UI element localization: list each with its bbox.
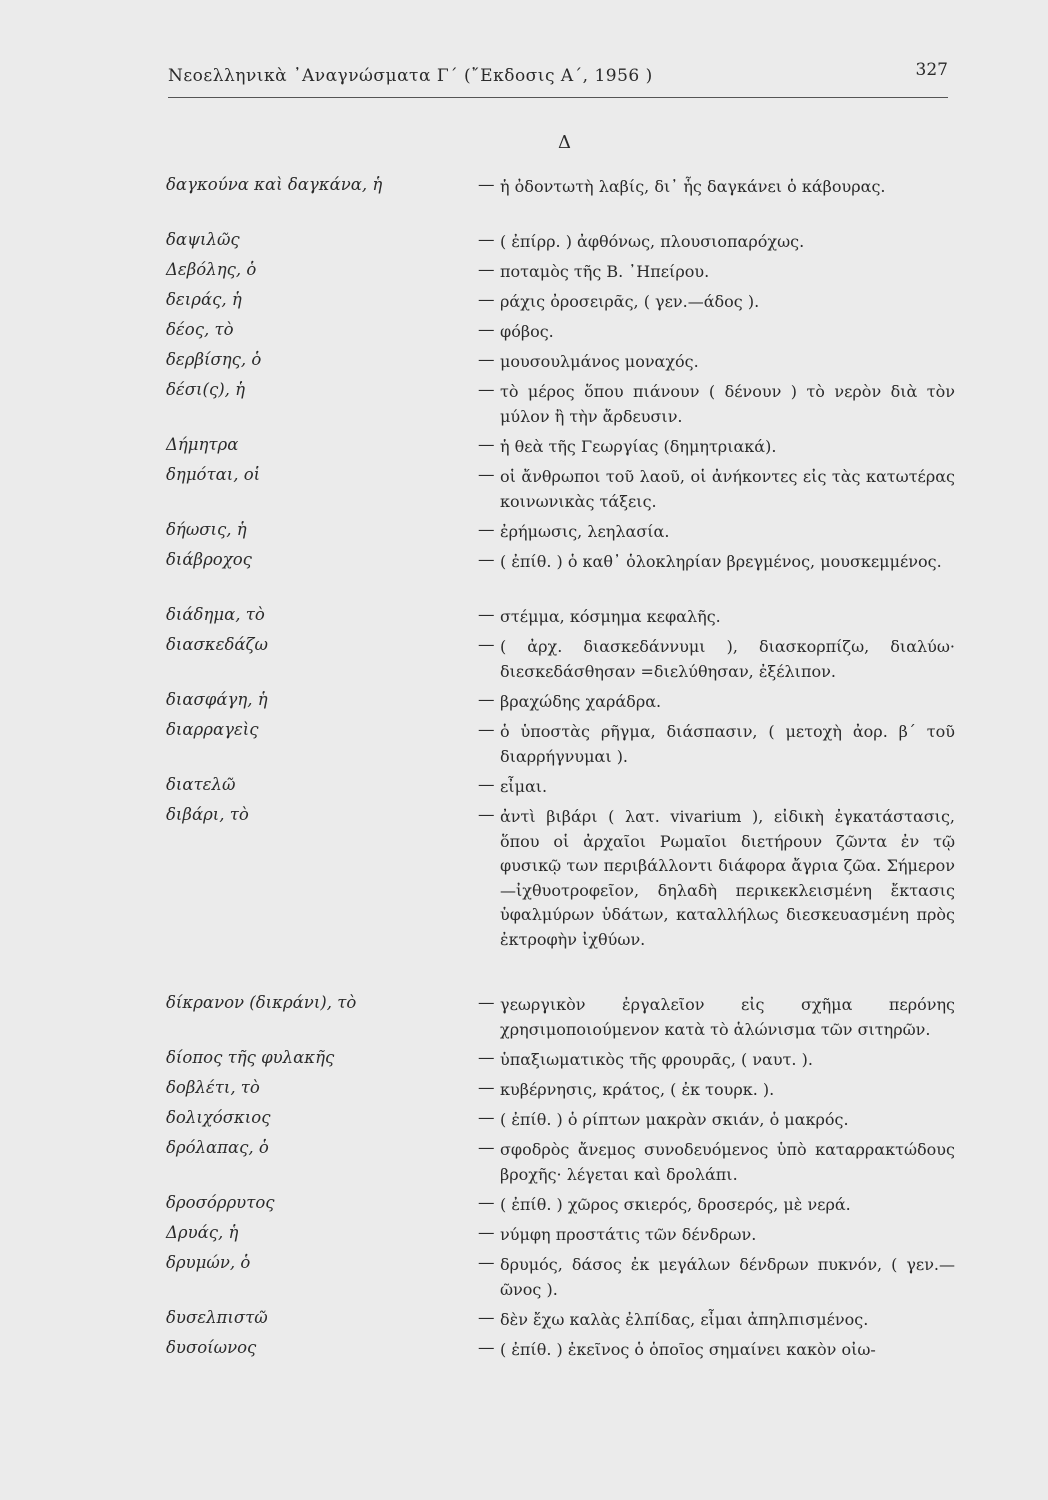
- entry-dash: —: [478, 260, 495, 279]
- glossary-entry: [166, 320, 966, 350]
- entry-dash: —: [478, 605, 495, 624]
- entry-dash: —: [478, 1048, 495, 1067]
- glossary-entry: [166, 520, 966, 550]
- glossary-entry: [166, 1108, 966, 1138]
- entry-definition: ράχις ὀροσειρᾶς, ( γεν.—άδος ).: [500, 292, 760, 311]
- entry-term: δαγκούνα καὶ δαγκάνα, ἡ: [166, 175, 383, 194]
- entry-dash: —: [478, 230, 495, 249]
- entry-definition: ( ἐπίθ. ) ὁ καθ᾿ ὁλοκληρίαν βρεγμένος, μουσκεμμένος.: [500, 552, 942, 571]
- entry-dash: —: [478, 290, 495, 309]
- glossary-entry: [166, 1048, 966, 1078]
- entry-dash: —: [478, 520, 495, 539]
- entry-term: δυσοίωνος: [166, 1338, 257, 1357]
- entry-dash: —: [478, 1338, 495, 1357]
- glossary-entry: [166, 290, 966, 320]
- entry-term: δίκρανον (δικράνι), τὸ: [166, 993, 357, 1012]
- entry-definition: φόβος.: [500, 322, 554, 341]
- entry-dash: —: [478, 1223, 495, 1242]
- entry-term: δειράς, ἡ: [166, 290, 242, 309]
- entry-term: δυσελπιστῶ: [166, 1308, 268, 1327]
- entry-term: Δεβόλης, ὁ: [166, 260, 257, 279]
- entry-definition: κυβέρνησις, κράτος, ( ἐκ τουρκ. ).: [500, 1080, 775, 1099]
- entry-dash: —: [478, 435, 495, 454]
- glossary-entry: [166, 1223, 966, 1253]
- entry-term: δήωσις, ἡ: [166, 520, 247, 539]
- glossary-entry: [166, 260, 966, 290]
- entry-dash: —: [478, 550, 495, 569]
- entry-definition: μουσουλμάνος μοναχός.: [500, 352, 699, 371]
- entry-definition: στέμμα, κόσμημα κεφαλῆς.: [500, 607, 721, 626]
- entry-definition: εἶμαι.: [500, 777, 548, 796]
- entry-definition: ( ἐπίθ. ) χῶρος σκιερός, δροσερός, μὲ νερά.: [500, 1195, 851, 1214]
- entry-definition: ( ἐπίρρ. ) ἀφθόνως, πλουσιοπαρόχως.: [500, 232, 805, 251]
- entry-term: Δρυάς, ἡ: [166, 1223, 239, 1242]
- entry-dash: —: [478, 175, 495, 194]
- entry-term: δέος, τὸ: [166, 320, 234, 339]
- page-number: 327: [915, 60, 948, 80]
- entry-term: δολιχόσκιος: [166, 1108, 271, 1127]
- glossary-entry: [166, 1308, 966, 1338]
- glossary-entry: [166, 805, 966, 993]
- entry-dash: —: [478, 720, 495, 739]
- entry-term: δροσόρρυτος: [166, 1193, 275, 1212]
- entry-term: διασκεδάζω: [166, 635, 268, 654]
- entry-definition: νύμφη προστάτις τῶν δένδρων.: [500, 1225, 757, 1244]
- entry-definition: ἐρήμωσις, λεηλασία.: [500, 522, 670, 541]
- entry-definition: ( ἐπίθ. ) ἐκεῖνος ὁ ὁποῖος σημαίνει κακὸν οἰω-: [500, 1340, 876, 1359]
- entry-dash: —: [478, 690, 495, 709]
- entry-definition: οἱ ἄνθρωποι τοῦ λαοῦ, οἱ ἀνήκοντες εἰς τὰς κατωτέρας κοινωνικὰς τάξεις.: [500, 467, 955, 511]
- glossary-entry: [166, 380, 966, 435]
- section-letter: Δ: [558, 132, 571, 153]
- entry-dash: —: [478, 380, 495, 399]
- entry-term: δερβίσης, ὁ: [166, 350, 262, 369]
- entry-dash: —: [478, 805, 495, 824]
- entry-dash: —: [478, 465, 495, 484]
- entry-definition: σφοδρὸς ἄνεμος συνοδευόμενος ὑπὸ καταρρακτώδους βροχῆς· λέγεται καὶ δρολάπι.: [500, 1140, 955, 1184]
- glossary-entry: [166, 350, 966, 380]
- entry-term: Δήμητρα: [166, 435, 239, 454]
- glossary-entry: [166, 175, 966, 230]
- entry-definition: ( ἐπίθ. ) ὁ ρίπτων μακρὰν σκιάν, ὁ μακρός.: [500, 1110, 849, 1129]
- entry-dash: —: [478, 1308, 495, 1327]
- entry-definition: ἡ ὀδοντωτὴ λαβίς, δι᾿ ἧς δαγκάνει ὁ κάβουρας.: [500, 177, 886, 196]
- entry-dash: —: [478, 320, 495, 339]
- glossary-entry: [166, 435, 966, 465]
- glossary-entry: [166, 230, 966, 260]
- glossary-entry: [166, 993, 966, 1048]
- entry-dash: —: [478, 1253, 495, 1272]
- entry-dash: —: [478, 775, 495, 794]
- entry-dash: —: [478, 1138, 495, 1157]
- glossary-entry: [166, 775, 966, 805]
- glossary-entry: [166, 1193, 966, 1223]
- entry-definition: βραχώδης χαράδρα.: [500, 692, 662, 711]
- glossary-entry: [166, 1253, 966, 1308]
- glossary-entry: [166, 1338, 966, 1368]
- entry-term: δίοπος τῆς φυλακῆς: [166, 1048, 335, 1067]
- entry-definition: γεωργικὸν ἐργαλεῖον εἰς σχῆμα περόνης χρησιμοποιούμενον κατὰ τὸ ἁλώνισμα τῶν σιτηρῶν.: [500, 995, 955, 1039]
- entry-term: διασφάγη, ἡ: [166, 690, 268, 709]
- entry-definition: ἡ θεὰ τῆς Γεωργίας (δημητριακά).: [500, 437, 777, 456]
- glossary-entry: [166, 605, 966, 635]
- entry-definition: ποταμὸς τῆς Β. ᾿Ηπείρου.: [500, 262, 710, 281]
- entry-definition: ἀντὶ βιβάρι ( λατ. vivarium ), εἰδικὴ ἐγκατάστασις, ὅπου οἱ ἀρχαῖοι Ρωμαῖοι διετήρουν ζῶντα ἐν τῷ φυσικῷ των περιβάλλοντι διάφορα ἄγρια ζῶα. Σήμερον—ἰχθυοτροφεῖον, δηλαδὴ περικεκλεισμένη ἔκτασις ὑφαλμύρων ὑδάτων, καταλλήλως διεσκευασμένη πρὸς ἐκτροφὴν ἰχθύων.: [500, 807, 955, 949]
- entry-dash: —: [478, 1108, 495, 1127]
- entry-definition: ὁ ὑποστὰς ρῆγμα, διάσπασιν, ( μετοχὴ ἀορ. β΄ τοῦ διαρρήγνυμαι ).: [500, 722, 955, 766]
- header-rule: [168, 97, 948, 98]
- running-title: Νεοελληνικὰ ᾿Αναγνώσματα Γ΄ (῎Εκδοσις Α΄, 1956 ): [168, 66, 653, 86]
- glossary-entry: [166, 550, 966, 605]
- entry-dash: —: [478, 993, 495, 1012]
- page-header: [168, 60, 948, 96]
- glossary-entry: [166, 1078, 966, 1108]
- entry-dash: —: [478, 1193, 495, 1212]
- glossary-entry: [166, 1138, 966, 1193]
- glossary-entry: [166, 720, 966, 775]
- entry-term: διβάρι, τὸ: [166, 805, 249, 824]
- entry-term: διάδημα, τὸ: [166, 605, 265, 624]
- entry-definition: δρυμός, δάσος ἐκ μεγάλων δένδρων πυκνόν, ( γεν.—ῶνος ).: [500, 1255, 955, 1299]
- entry-term: δέσι(ς), ἡ: [166, 380, 246, 399]
- entry-definition: δὲν ἔχω καλὰς ἐλπίδας, εἶμαι ἀπηλπισμένος.: [500, 1310, 869, 1329]
- glossary-entry: [166, 635, 966, 690]
- glossary-list: [166, 175, 966, 1368]
- entry-definition: ( ἀρχ. διασκεδάννυμι ), διασκορπίζω, διαλύω· διεσκεδάσθησαν =διελύθησαν, ἐξέλιπον.: [500, 637, 955, 681]
- entry-dash: —: [478, 1078, 495, 1097]
- entry-term: δοβλέτι, τὸ: [166, 1078, 260, 1097]
- entry-term: δρόλαπας, ὁ: [166, 1138, 269, 1157]
- entry-term: διατελῶ: [166, 775, 236, 794]
- entry-term: δρυμών, ὁ: [166, 1253, 251, 1272]
- entry-term: δημόται, οἱ: [166, 465, 261, 484]
- glossary-entry: [166, 690, 966, 720]
- entry-definition: τὸ μέρος ὅπου πιάνουν ( δένουν ) τὸ νερὸν διὰ τὸν μύλον ἢ τὴν ἄρδευσιν.: [500, 382, 955, 426]
- entry-dash: —: [478, 635, 495, 654]
- entry-term: διάβροχος: [166, 550, 252, 569]
- entry-term: διαρραγεὶς: [166, 720, 259, 739]
- entry-term: δαψιλῶς: [166, 230, 240, 249]
- entry-definition: ὑπαξιωματικὸς τῆς φρουρᾶς, ( ναυτ. ).: [500, 1050, 813, 1069]
- glossary-entry: [166, 465, 966, 520]
- entry-dash: —: [478, 350, 495, 369]
